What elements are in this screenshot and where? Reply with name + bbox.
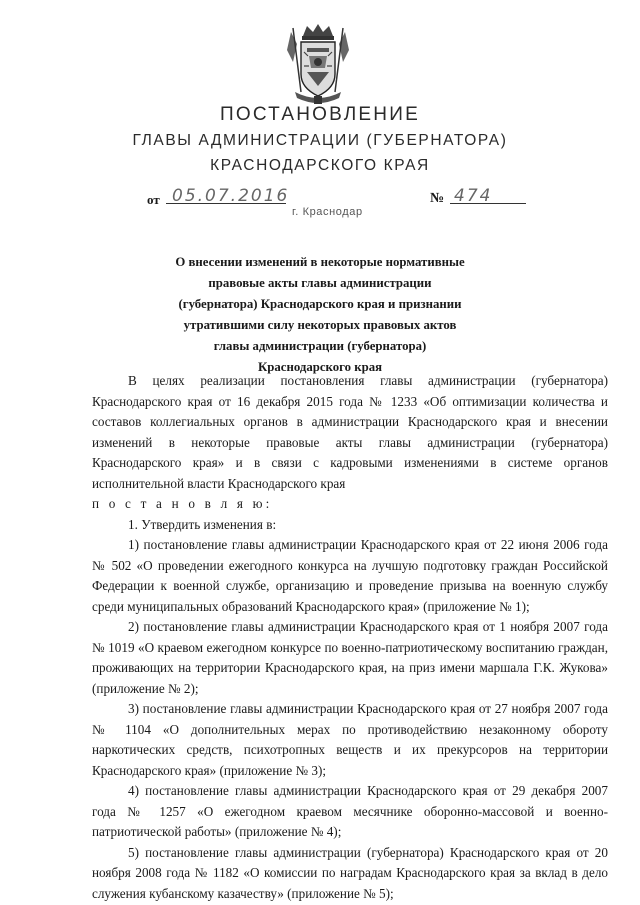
- document-type-heading: ПОСТАНОВЛЕНИЕ: [220, 104, 420, 125]
- date-prefix: от: [147, 192, 160, 207]
- item-1: 1. Утвердить изменения в:: [128, 516, 277, 532]
- document-title: О внесении изменений в некоторые нормативные правовые акты главы администрации (губернатора) Краснодарского края и признании утратившими силу некоторых правовых актов главы администрации (губернатора) Краснодарского края: [175, 255, 465, 374]
- subitem-2: 2) постановление главы администрации Краснодарского края от 1 ноября 2007 года № 1019 «О краевом ежегодном конкурсе по военно-патриотическому воспитанию граждан, проживающих на территории Краснодарского края, на приз имени маршала Г.К. Жукова» (приложение № 2);: [92, 619, 608, 696]
- subitem-3: 3) постановление главы администрации Краснодарского края от 27 ноября 2007 года № 1104 «О дополнительных мерах по противодействию незаконному обороту наркотических средств, психотропных веществ и их прекурсоров на территории Краснодарского края» (приложение № 3);: [92, 701, 608, 778]
- resolve-clause: п о с т а н о в л я ю:: [92, 496, 273, 511]
- document-body: [92, 371, 608, 904]
- krasnodar-coat-of-arms-icon: [283, 22, 353, 106]
- subitem-5: 5) постановление главы администрации (губернатора) Краснодарского края от 20 ноября 2008 года № 1182 «О комиссии по наградам Краснодарского края за вклад в дело служения кубанскому казачеству» (приложение № 5);: [92, 844, 608, 901]
- preamble-paragraph: В целях реализации постановления главы администрации (губернатора) Краснодарского края от 16 декабря 2015 года № 1233 «Об оптимизации количества и составов коллегиальных органов в администрации Краснодарского края и внесении изменений в некоторые правовые акты главы администрации (губернатора) Краснодарского края» и в связи с кадровыми изменениями в системе органов исполнительной власти Краснодарского края: [92, 373, 608, 491]
- subitem-1: 1) постановление главы администрации Краснодарского края от 22 июня 2006 года № 502 «О проведении ежегодного конкурса на лучшую подготовку граждан Российской Федерации к военной службе, организацию и проведение призыва на военную службу среди муниципальных образований Краснодарского края» (приложение № 1);: [92, 537, 608, 614]
- issuing-authority-line-2: КРАСНОДАРСКОГО КРАЯ: [210, 157, 430, 174]
- document-date: 05.07.2016: [166, 186, 286, 204]
- issuing-authority-line-1: ГЛАВЫ АДМИНИСТРАЦИИ (ГУБЕРНАТОРА): [132, 132, 508, 149]
- subitem-4: 4) постановление главы администрации Краснодарского края от 29 декабря 2007 года № 1257 «О ежегодном краевом месячнике оборонно-массовой и военно-патриотической работы» (приложение № 4);: [92, 783, 608, 839]
- number-prefix: №: [430, 191, 445, 206]
- issue-city: г. Краснодар: [292, 206, 363, 218]
- document-number: 474: [450, 186, 526, 204]
